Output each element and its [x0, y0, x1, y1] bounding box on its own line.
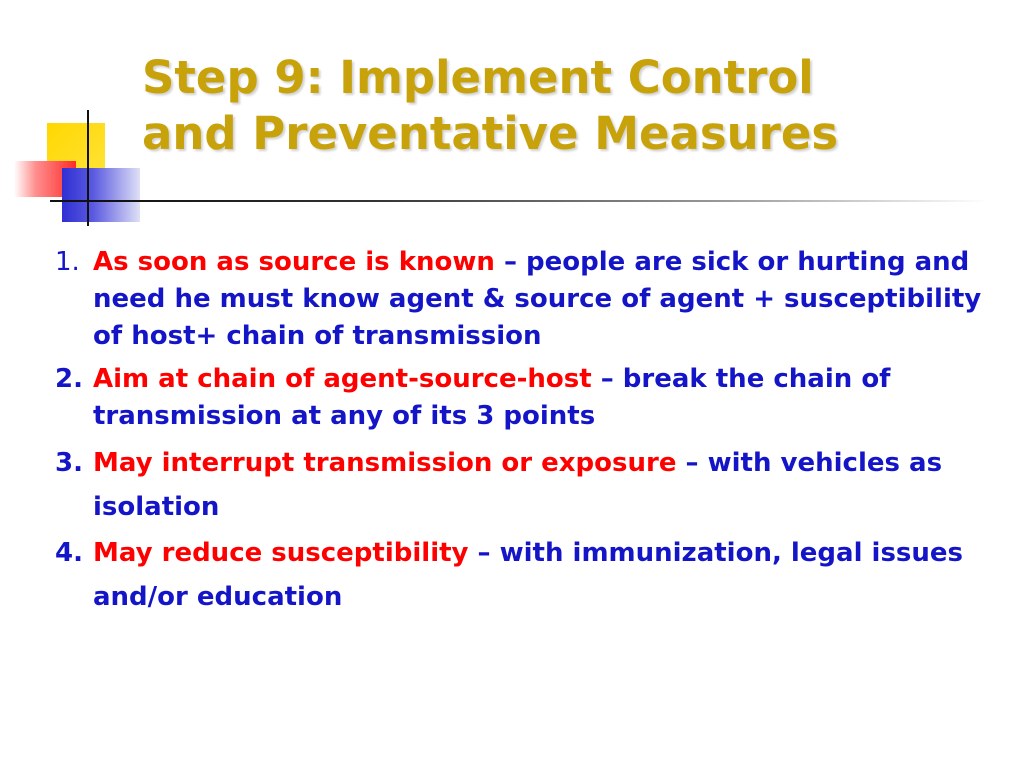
item-dash: –: [477, 538, 491, 568]
logo-blue-square: [62, 168, 140, 222]
list-item-4: [55, 531, 1005, 619]
item-dash: –: [503, 247, 517, 277]
item-number: 1.: [55, 247, 80, 277]
item-text: break the chain of transmission at any of its 3 points: [93, 364, 891, 431]
item-text: with immunization, legal issues and/or education: [93, 538, 964, 612]
title-underline: [108, 200, 988, 202]
item-highlight: May interrupt transmission or exposure: [93, 448, 677, 478]
item-text: with vehicles as isolation: [93, 448, 943, 522]
measures-list: [55, 244, 1005, 621]
item-number: 2.: [55, 364, 83, 394]
logo-horizontal-line: [50, 200, 110, 202]
item-dash: –: [600, 364, 614, 394]
item-highlight: Aim at chain of agent-source-host: [93, 364, 592, 394]
item-dash: –: [685, 448, 699, 478]
item-number: 4.: [55, 538, 83, 568]
item-highlight: May reduce susceptibility: [93, 538, 469, 568]
item-number: 3.: [55, 448, 83, 478]
slide-title-line-2: and Preventative Measures: [142, 107, 839, 160]
slide-title: [142, 50, 1002, 162]
list-item-2: [55, 361, 1005, 435]
list-item-3: [55, 441, 1005, 529]
logo-vertical-line: [87, 110, 89, 226]
item-highlight: As soon as source is known: [93, 247, 495, 277]
list-item-1: [55, 244, 1005, 355]
item-text: people are sick or hurting and need he must know agent & source of agent + susceptibility of host+ chain of transmission: [93, 247, 982, 351]
slide-title-line-1: Step 9: Implement Control: [142, 51, 814, 104]
